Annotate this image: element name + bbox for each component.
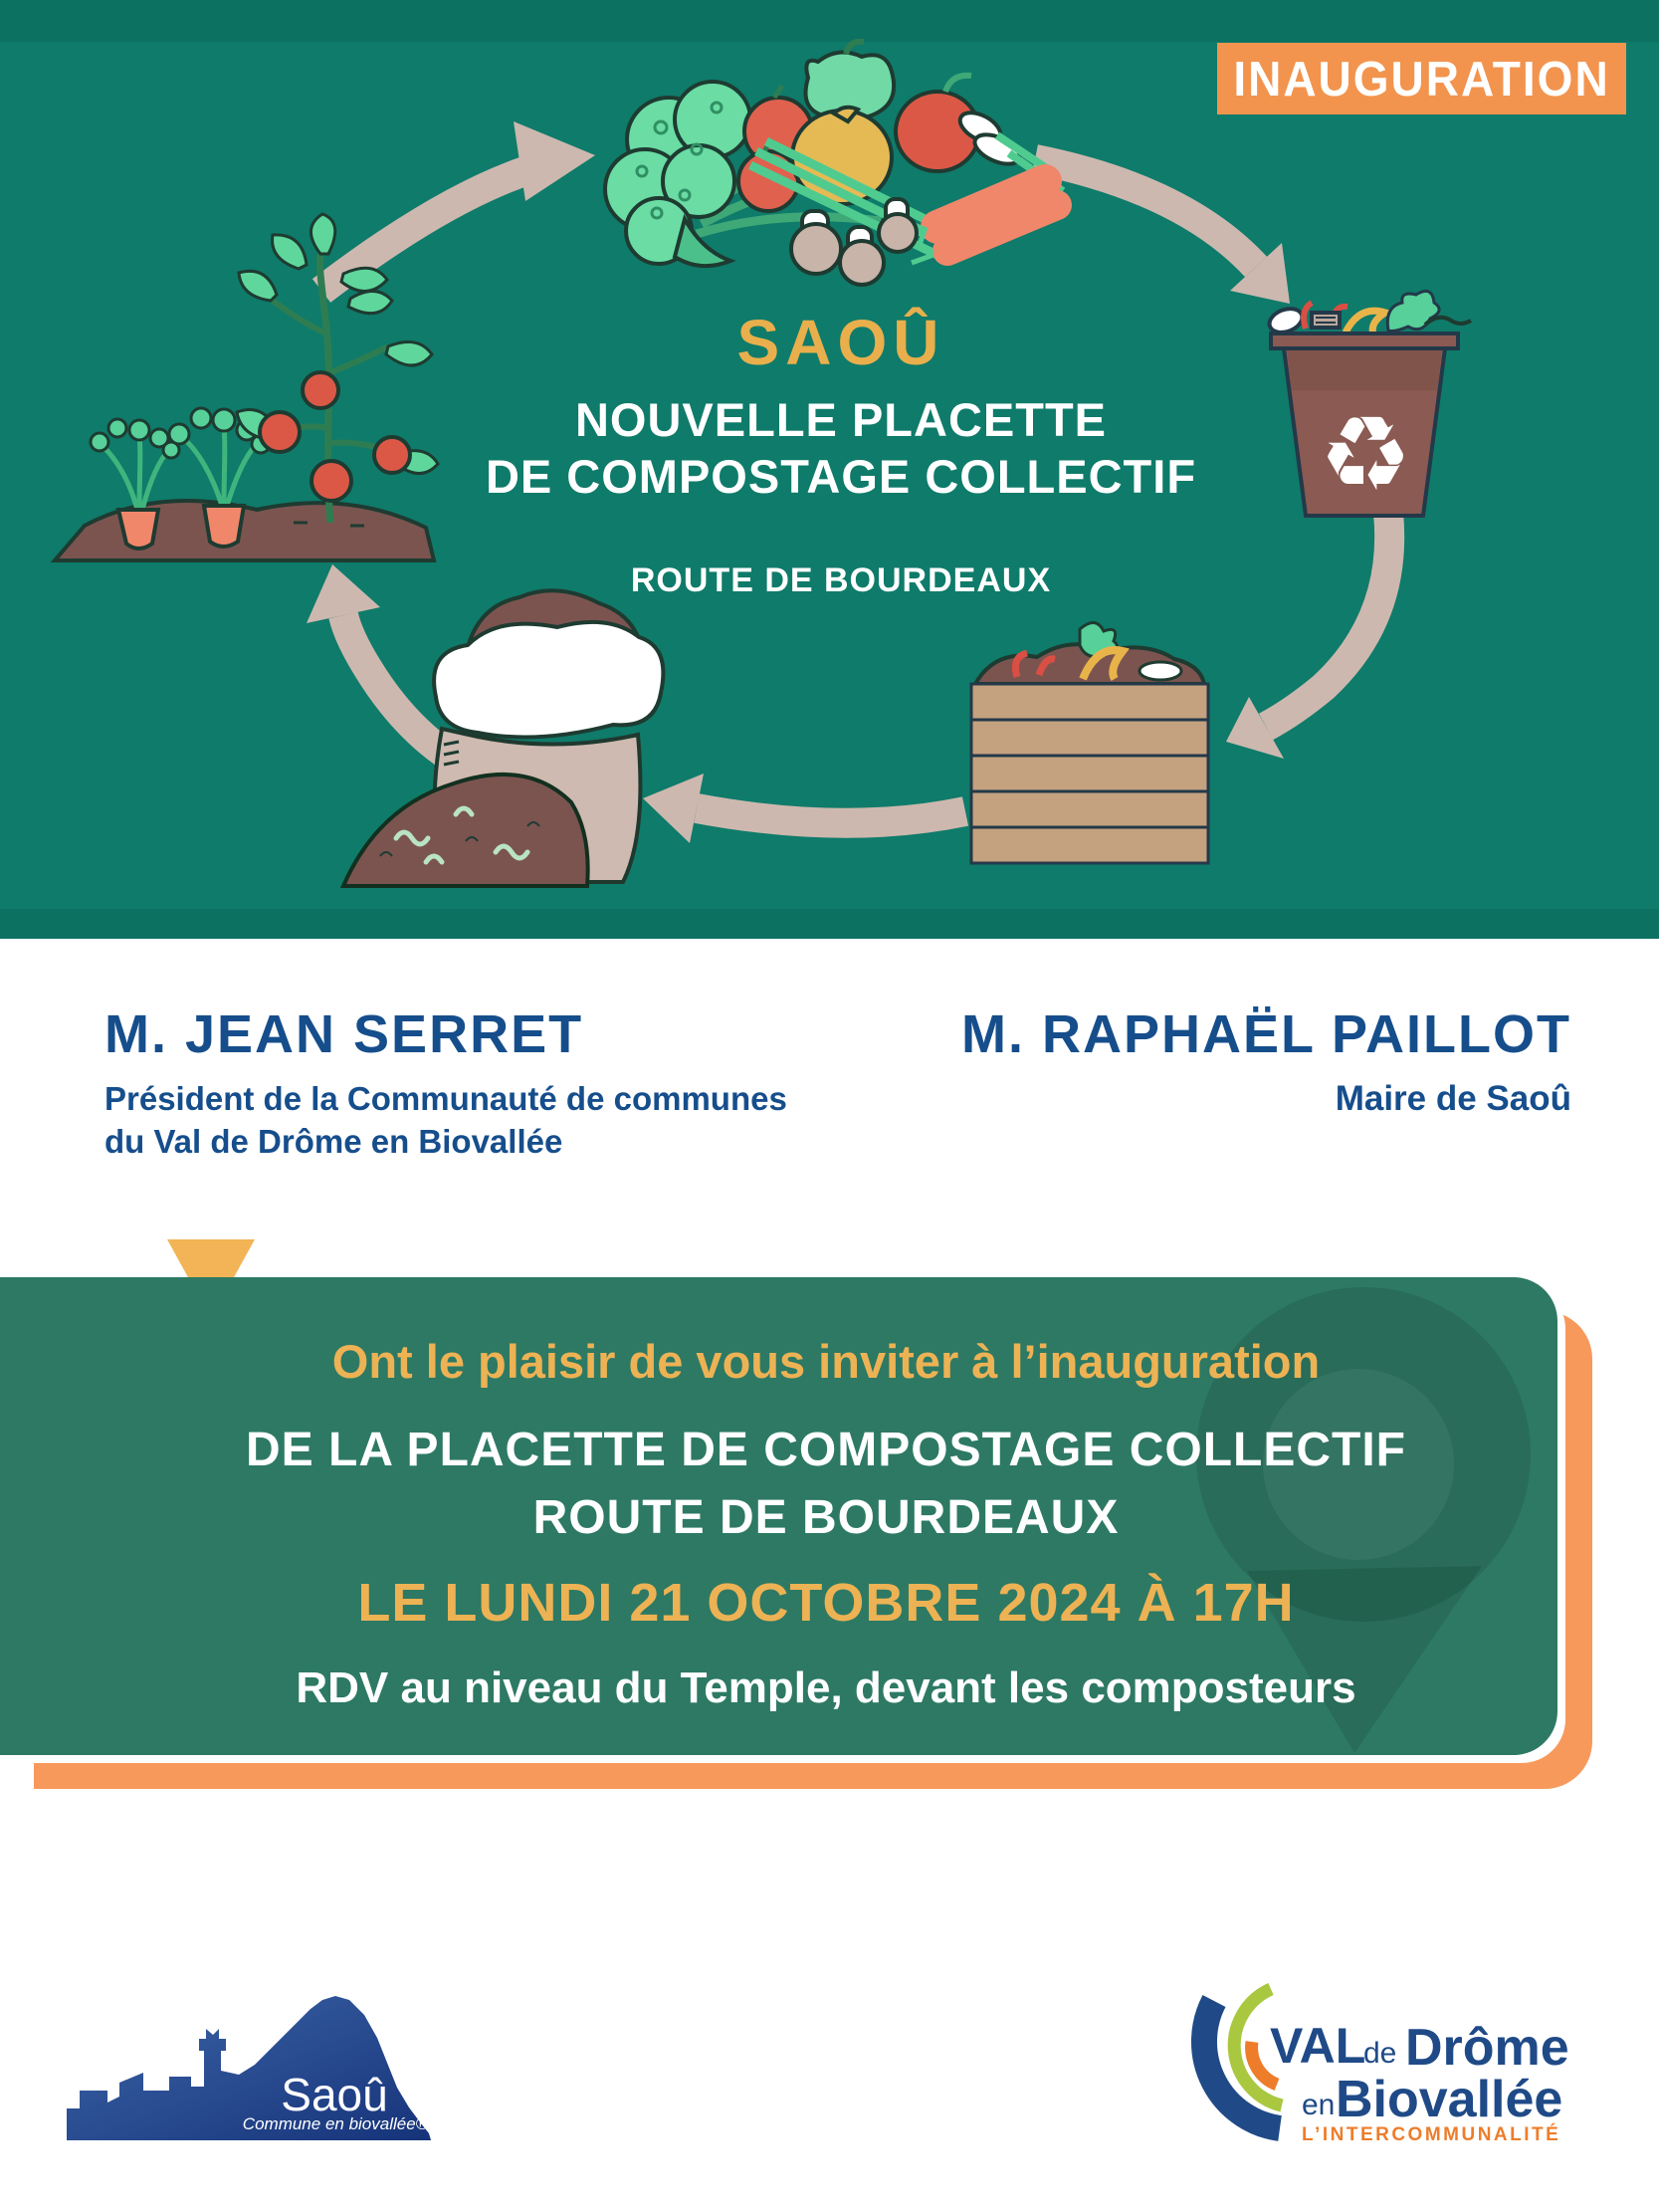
hero-section (0, 0, 1659, 939)
val-de-drome-logo (1184, 1979, 1602, 2150)
city-title: SAOÛ (736, 307, 945, 378)
saou-logo-tagline: Commune en biovallée® (242, 2114, 429, 2133)
vegetables-illustration (605, 42, 1063, 285)
compost-bag-illustration (343, 590, 663, 886)
hero-subtitle: ROUTE DE BOURDEAUX (630, 561, 1052, 599)
vdd-word-val: VAL (1270, 2018, 1366, 2074)
host-right (961, 1003, 1571, 1120)
hero-title-line2: DE COMPOSTAGE COLLECTIF (485, 450, 1197, 503)
vdd-word-biovallee: Biovallée (1336, 2071, 1563, 2128)
host-right-role: Maire de Saoû (1335, 1079, 1571, 1118)
vdd-baseline: L’INTERCOMMUNALITÉ (1302, 2124, 1561, 2145)
recycle-icon: ♻ (1319, 393, 1412, 515)
host-left-role-line1: Président de la Communauté de communes (104, 1080, 787, 1117)
saou-commune-logo (60, 1991, 438, 2150)
vdd-word-de: de (1363, 2037, 1397, 2070)
invitation-meeting-point: RDV au niveau du Temple, devant les composteurs (296, 1663, 1356, 1712)
host-left (104, 1003, 787, 1163)
hero-title (0, 307, 1659, 599)
invitation-object-line1: DE LA PLACETTE DE COMPOSTAGE COLLECTIF (246, 1424, 1406, 1476)
invitation-datetime: LE LUNDI 21 OCTOBRE 2024 À 17H (357, 1573, 1295, 1633)
inauguration-badge-label: INAUGURATION (1233, 51, 1610, 107)
saou-logo-name: Saoû (281, 2069, 388, 2120)
compost-box-illustration (971, 622, 1208, 863)
host-left-name: M. JEAN SERRET (104, 1004, 584, 1064)
host-left-role-line2: du Val de Drôme en Biovallée (104, 1123, 563, 1160)
host-right-name: M. RAPHAËL PAILLOT (961, 1004, 1571, 1064)
inauguration-badge (1217, 43, 1626, 114)
invitation-panel (0, 1277, 1557, 1755)
invitation-object-line2: ROUTE DE BOURDEAUX (532, 1491, 1120, 1544)
invitation-intro: Ont le plaisir de vous inviter à l’inauguration (331, 1335, 1321, 1388)
hero-title-line1: NOUVELLE PLACETTE (574, 393, 1108, 446)
host-left-role (104, 1077, 787, 1163)
vdd-word-drome: Drôme (1405, 2019, 1569, 2077)
vdd-word-en: en (1302, 2089, 1336, 2121)
